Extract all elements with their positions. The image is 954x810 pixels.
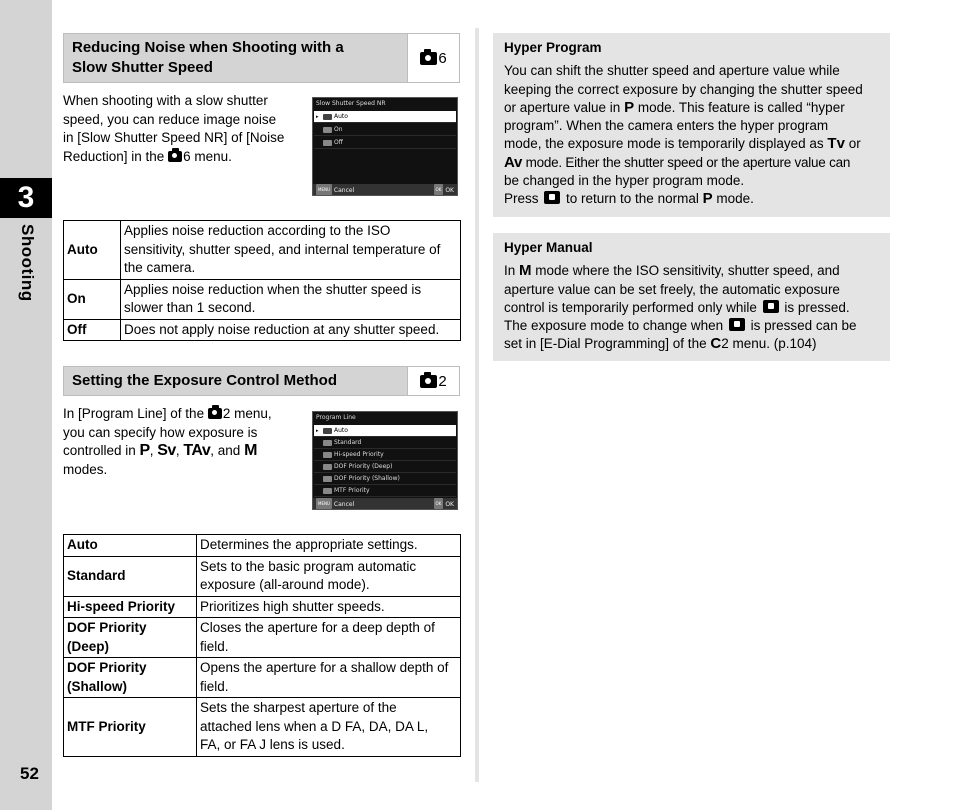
noise-section-header — [63, 33, 460, 83]
intro-text: In [Program Line] of the — [63, 406, 208, 421]
mtf-icon — [323, 488, 332, 494]
slow-shutter-nr-screen — [312, 97, 458, 196]
screen-ok — [434, 184, 454, 196]
option-description — [197, 556, 461, 596]
description-line: the camera. — [124, 260, 196, 275]
body-line: keeping the correct exposure by changing the shutter speed — [504, 81, 863, 97]
option-description — [121, 319, 461, 341]
description-line: field. — [200, 678, 229, 694]
nr-off-icon — [323, 140, 332, 146]
option-key: Standard — [64, 556, 197, 596]
body-line — [504, 135, 879, 153]
option-description — [197, 698, 461, 757]
body-text: mode. — [712, 191, 754, 207]
menu-reference — [407, 367, 459, 395]
screen-option-label: On — [334, 126, 343, 133]
body-line — [504, 299, 879, 317]
table-row — [64, 221, 461, 280]
m-mode-icon: M — [244, 442, 257, 459]
exposure-intro — [63, 405, 308, 479]
option-key-line: DOF Priority — [67, 660, 147, 675]
chapter-number: 3 — [0, 178, 52, 218]
hyper-program-title: Hyper Program — [504, 40, 602, 55]
intro-text: 2 menu, — [222, 406, 272, 421]
screen-cancel — [316, 184, 354, 196]
menu-reference — [407, 34, 459, 82]
noise-section-title-line2: Slow Shutter Speed — [72, 59, 213, 76]
intro-text: controlled in — [63, 443, 140, 458]
screen-title: Slow Shutter Speed NR — [316, 100, 386, 107]
body-text: mode. This feature is called “hyper — [634, 99, 845, 115]
table-row — [64, 658, 461, 698]
separator: , and — [210, 443, 245, 458]
option-key: Hi-speed Priority — [64, 596, 197, 618]
hyper-manual-title: Hyper Manual — [504, 240, 593, 255]
option-key — [64, 658, 197, 698]
screen-option-dof-shallow — [314, 473, 456, 485]
dof-deep-icon — [323, 464, 332, 470]
intro-line: When shooting with a slow shutter — [63, 93, 268, 108]
nr-on-icon — [323, 127, 332, 133]
ok-button-icon: OK — [434, 184, 444, 195]
option-description — [121, 279, 461, 319]
body-line — [504, 262, 879, 280]
menu-ref-number: 2 — [438, 372, 447, 390]
body-text: In — [504, 263, 520, 279]
body-line: You can shift the shutter speed and aperture value while — [504, 63, 840, 79]
option-description — [197, 658, 461, 698]
body-text: is pressed. — [780, 299, 850, 315]
option-description — [121, 221, 461, 280]
description-line: Closes the aperture for a deep depth of — [200, 620, 435, 635]
menu-button-icon: MENU — [316, 184, 332, 195]
separator: , — [149, 443, 158, 458]
option-key: Auto — [64, 535, 197, 557]
option-description — [197, 535, 461, 557]
auto-icon — [323, 428, 332, 434]
standard-icon — [323, 440, 332, 446]
table-row — [64, 618, 461, 658]
green-button-icon — [544, 191, 560, 204]
chapter-title: Shooting — [18, 224, 37, 302]
screen-option-label: MTF Priority — [334, 487, 370, 494]
option-key-line: (Deep) — [67, 638, 110, 654]
separator: , — [175, 443, 184, 458]
auto-nr-icon — [323, 114, 332, 120]
hyper-program-box — [493, 33, 890, 217]
screen-option-label: Hi-speed Priority — [334, 451, 384, 458]
screen-option-label: Auto — [334, 427, 348, 434]
body-line — [504, 335, 879, 353]
table-row — [64, 535, 461, 557]
camera-icon — [208, 408, 222, 419]
description-line: Sets the sharpest aperture of the — [200, 700, 397, 715]
screen-option-label: Off — [334, 139, 343, 146]
screen-footer — [313, 498, 457, 509]
intro-line: speed, you can reduce image noise — [63, 111, 277, 127]
screen-option-hi-speed — [314, 449, 456, 461]
screen-option-label: DOF Priority (Shallow) — [334, 475, 400, 482]
description-line: Applies noise reduction when the shutter speed is — [124, 281, 422, 297]
dof-shallow-icon — [323, 476, 332, 482]
menu-button-icon: MENU — [316, 498, 332, 509]
body-line — [504, 317, 879, 335]
description-line: FA, or FA J lens is used. — [200, 737, 345, 752]
green-button-icon — [763, 300, 779, 313]
av-mode-icon: Av — [504, 153, 523, 171]
table-row — [64, 556, 461, 596]
description-line: Opens the aperture for a shallow depth of — [200, 660, 449, 675]
body-line — [504, 154, 879, 172]
description-line: Sets to the basic program automatic — [200, 558, 417, 574]
body-line: program”. When the camera enters the hyper program — [504, 118, 829, 134]
exposure-section-header — [63, 366, 460, 396]
body-text: is pressed can be — [746, 318, 857, 334]
option-key-line: (Shallow) — [67, 678, 127, 694]
p-mode-icon: P — [139, 442, 150, 459]
body-text: control is temporarily performed only while — [504, 299, 761, 315]
screen-cancel-label: Cancel — [333, 187, 355, 194]
description-line: Prioritizes high shutter speeds. — [200, 598, 385, 614]
screen-option-auto — [314, 111, 456, 123]
column-divider — [475, 28, 479, 782]
screen-option-dof-deep — [314, 461, 456, 473]
selection-marker: ▸ — [316, 428, 319, 434]
p-mode-icon: P — [702, 190, 713, 208]
option-description — [197, 596, 461, 618]
option-key-line: DOF Priority — [67, 620, 147, 635]
screen-option-auto — [314, 425, 456, 437]
screen-option-label: Standard — [334, 439, 362, 446]
screen-option-off — [314, 137, 456, 149]
camera-icon — [168, 151, 182, 162]
selection-marker: ▸ — [316, 114, 319, 120]
table-row — [64, 698, 461, 757]
screen-option-standard — [314, 437, 456, 449]
screen-option-label: DOF Priority (Deep) — [334, 463, 393, 470]
description-line: Applies noise reduction according to the ISO — [124, 223, 391, 238]
intro-line — [63, 148, 308, 167]
tav-mode-icon: TAv — [183, 442, 211, 459]
hi-speed-icon — [323, 452, 332, 458]
body-text: or — [844, 136, 861, 152]
body-text: mode. Either the shutter speed or the aperture value can — [522, 154, 851, 170]
camera-icon — [420, 52, 437, 65]
option-description — [197, 618, 461, 658]
body-line: be changed in the hyper program mode. — [504, 173, 745, 189]
chapter-side-tab — [0, 0, 52, 810]
noise-intro — [63, 92, 308, 166]
body-text: to return to the normal — [562, 191, 703, 207]
body-text: mode where the ISO sensitivity, shutter speed, and — [531, 263, 840, 279]
screen-footer — [313, 184, 457, 195]
program-line-screen — [312, 411, 458, 510]
description-line: Does not apply noise reduction at any shutter speed. — [124, 321, 440, 337]
body-text: mode, the exposure mode is temporarily displayed as — [504, 136, 828, 152]
intro-text: Reduction] in the — [63, 148, 169, 164]
table-row — [64, 596, 461, 618]
description-line: attached lens when a D FA, DA, DA L, — [200, 718, 429, 734]
ok-button-icon: OK — [434, 498, 444, 509]
intro-line: modes. — [63, 461, 108, 477]
option-key: Auto — [64, 221, 121, 280]
description-line: sensitivity, shutter speed, and internal temperature of — [124, 241, 441, 257]
screen-ok-label: OK — [445, 187, 454, 194]
table-row — [64, 279, 461, 319]
intro-line — [63, 405, 308, 424]
tv-mode-icon: Tv — [827, 135, 845, 153]
body-text: Press — [504, 191, 543, 207]
body-text: set in [E-Dial Programming] of the — [504, 336, 711, 352]
screen-option-label: Auto — [334, 113, 348, 120]
description-line: exposure (all-around mode). — [200, 577, 370, 592]
screen-ok — [434, 498, 454, 510]
description-line: slower than 1 second. — [124, 300, 256, 315]
green-button-icon — [729, 318, 745, 331]
hyper-manual-box — [493, 233, 890, 361]
intro-line: you can specify how exposure is — [63, 424, 258, 440]
body-line — [504, 99, 879, 117]
description-line: field. — [200, 638, 229, 654]
body-text: 2 menu. (p.104) — [721, 336, 817, 352]
noise-section-title-line1: Reducing Noise when Shooting with a — [72, 39, 344, 56]
body-line: aperture value can be set freely, the automatic exposure — [504, 281, 840, 297]
body-line — [504, 190, 879, 208]
intro-line — [63, 442, 308, 461]
sv-mode-icon: Sv — [157, 442, 176, 459]
program-line-table — [63, 534, 461, 757]
custom-menu-icon: C — [710, 335, 722, 353]
screen-option-mtf — [314, 485, 456, 497]
option-key — [64, 618, 197, 658]
camera-icon — [420, 375, 437, 388]
option-key: On — [64, 279, 121, 319]
option-key: MTF Priority — [64, 698, 197, 757]
exposure-section-title: Setting the Exposure Control Method — [72, 372, 337, 389]
body-text: The exposure mode to change when — [504, 318, 727, 334]
table-row — [64, 319, 461, 341]
menu-ref-number: 6 — [438, 49, 447, 67]
p-mode-icon: P — [624, 98, 635, 116]
m-mode-icon: M — [519, 262, 532, 280]
body-text: or aperture value in — [504, 99, 625, 115]
screen-title: Program Line — [316, 414, 356, 421]
page-number: 52 — [20, 764, 39, 783]
noise-options-table — [63, 220, 461, 341]
screen-cancel — [316, 498, 354, 510]
intro-text: 6 menu. — [183, 148, 232, 164]
intro-line: in [Slow Shutter Speed NR] of [Noise — [63, 130, 285, 145]
option-key: Off — [64, 319, 121, 341]
screen-cancel-label: Cancel — [333, 501, 355, 508]
description-line: Determines the appropriate settings. — [200, 537, 418, 552]
screen-ok-label: OK — [445, 501, 454, 508]
screen-option-on — [314, 124, 456, 136]
